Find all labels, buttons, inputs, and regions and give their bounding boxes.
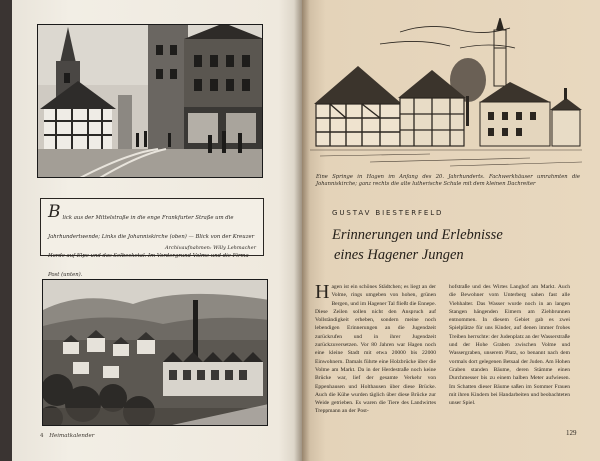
article-column-1-text: agen ist ein schönes Städtchen; es liegt an der Volme, rings umgeben von hohen, grünen Bergen, und im Hagener Tal fließt die Ennepe. Diese Zeilen sollen nicht den Anspruch auf Vollständigkeit erheben, sondern meine noch lebendigen Erinnerungen an die Jugendzeit zurückrufen und in ihrer Jugendzeit zurückzuversetzen. Vor 80 Jahren war Hagen noch eine kleine Stadt mit etwa 20000 bis 22000 Einwohnern. Damals führte eine Holzbrücke über die Volme am Markt. Da in der Herdestraße noch keine Brücke war, lief der gesamte Verkehr von Eppenhausen und Holthausen über diese Brücke. Auch die Kühe wurden täglich über diese Brücke zur Weide getrieben. Es waren die Tiere des Landwirtes Treppmann an der Post- <box>315 284 436 415</box>
article-column-1 <box>315 283 436 416</box>
caption-dropcap: B <box>48 202 61 222</box>
article-column-2 <box>449 283 570 407</box>
town-photo-image <box>43 280 268 426</box>
caption-credit: Archivaufnahmen: Willy Lehmacher <box>165 245 256 251</box>
article-dropcap: H <box>315 281 330 303</box>
left-page-footer <box>40 433 94 439</box>
article-author: GUSTAV BIESTERFELD <box>332 209 444 217</box>
town-photo <box>42 279 268 426</box>
photo-caption-box <box>40 198 264 278</box>
caption-text: lick aus der Mittelstraße in die enge Frankfurter Straße um die Jahrhundertwende; Links die Johanniskirche (oben) — Blick von der Kreuzer Horde auf Elpe und das Selbecketal. Im Vordergrund Volme und die Firma Post (unten). <box>48 215 255 278</box>
sketch-caption: Eine Springe in Hagen im Anfang des 20. Jahrhunderts. Fachwerkhäuser umrahmten die Johanniskirche; ganz rechts die alte lutherische Schule mit dem kleinen Dachreiter <box>316 174 580 187</box>
article-title-line2: eines Hagener Jungen <box>334 247 464 263</box>
left-page-number: 4 <box>40 433 44 439</box>
town-sketch-image <box>310 18 582 170</box>
article-title <box>332 225 572 265</box>
book-gutter <box>294 0 310 461</box>
street-photo <box>37 24 263 178</box>
article-title-line1: Erinnerungen und Erlebnisse <box>332 227 503 243</box>
street-photo-image <box>38 25 263 178</box>
town-sketch <box>310 18 582 170</box>
article-column-2-text: hofstraße und des Wirtes Langhof am Markt. Auch die Bewohner vom Unterberg sahen fast alle Viehhalter. Das Wasser wurde noch in an langen Stangen hängenden Eimern am Ziehbrunnen entnommen. In diesem Gebiet gab es zwei Spielplätze für uns Kinder, auf denen immer frohes Treiben herrschte: der Judenplatz an der Wasserstraße und der Hohe Graben zwischen Volme und Wassergraben, unserem Platz, so benannt nach dem vormals dort gelegenen Betsaal der Juden. Am Hohen Graben standen Bäume, deren Stämme einen Durchmesser bis zu einem halben Meter aufwiesen. Im Schatten dieser Bäume saßen im Sommer Frauen mit ihren Kindern bei Handarbeiten und beobachteten unser Spiel. <box>449 284 570 407</box>
right-page-number: 129 <box>566 429 577 437</box>
running-head: Heimatkalender <box>49 433 95 439</box>
